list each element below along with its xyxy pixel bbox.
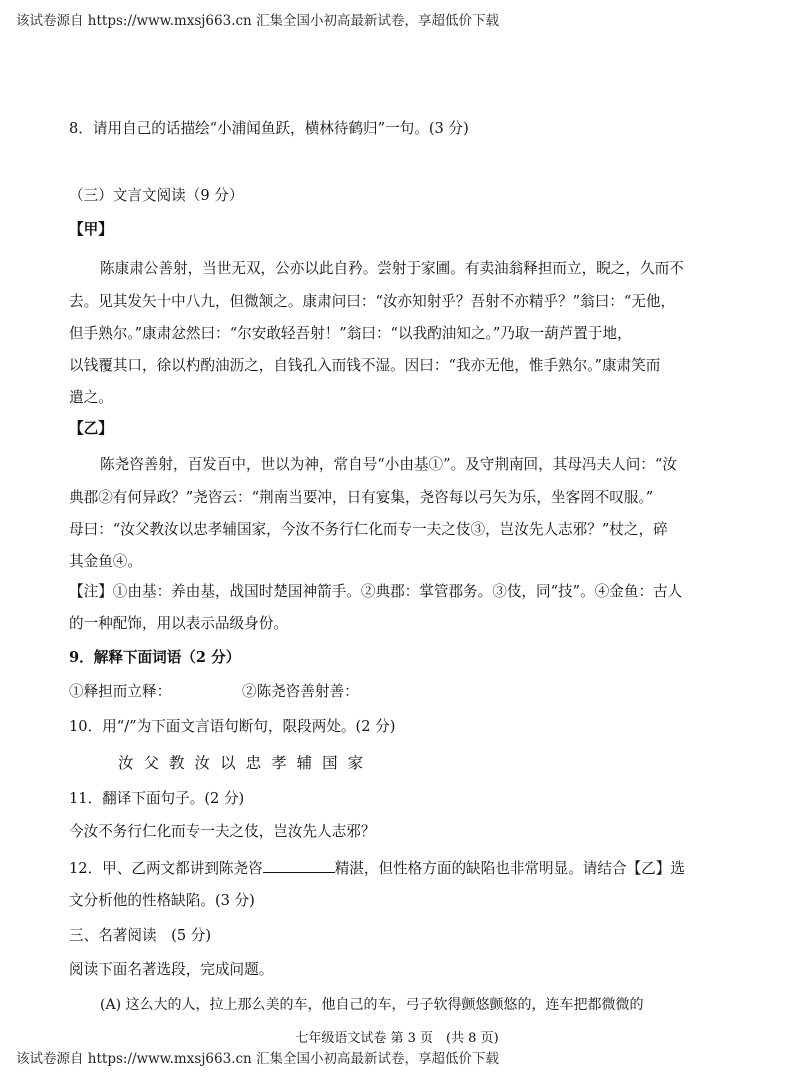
note-line: 【注】①由基：养由基，战国时楚国神箭手。②典郡：掌管郡务。③伎，同“技”。④金鱼：古人 — [69, 583, 683, 600]
answer-blank[interactable] — [263, 858, 335, 873]
passage-a-line: (A) 这么大的人，拉上那么美的车，他自己的车，弓子软得颤悠颤悠的，连车把都微微的 — [100, 997, 644, 1013]
jia-line: 但手熟尔。”康肃忿然曰：“尔安敢轻吾射！”翁曰：“以我酌油知之。”乃取一葫芦置于地， — [69, 325, 632, 342]
note-line: 的一种配饰，用以表示品级身份。 — [69, 615, 288, 632]
yi-line: 其金鱼④。 — [69, 553, 142, 570]
watermark-top: 该试卷源自 https://www.mxsj663.cn 汇集全国小初高最新试卷，享超低价下载 — [16, 13, 500, 29]
question-11-text: 今汝不务行仁化而专一夫之伎，岂汝先人志邪？ — [69, 823, 376, 840]
question-8: 8．请用自己的话描绘“小浦闻鱼跃，横林待鹤归”一句。(3 分) — [69, 120, 469, 137]
sentence-char: 以 — [220, 754, 236, 772]
yi-line: 典郡②有何异政？”尧咨云：“荆南当要冲，日有宴集，尧咨每以弓矢为乐，坐客罔不叹服。” — [69, 489, 654, 506]
sentence-char: 家 — [347, 754, 364, 772]
mingzhu-intro: 阅读下面名著选段，完成问题。 — [69, 961, 274, 978]
jia-line: 去。见其发矢十中八九，但微颔之。康肃问曰：“汝亦知射乎？吾射不亦精乎？”翁曰：“无他， — [69, 293, 676, 310]
watermark-bottom: 该试卷源自 https://www.mxsj663.cn 汇集全国小初高最新试卷，享超低价下载 — [16, 1051, 500, 1067]
sentence-char: 孝 — [271, 754, 287, 772]
jia-line: 以钱覆其口，徐以杓酌油沥之，自钱孔入而钱不湿。因曰：“我亦无他，惟手熟尔。”康肃笑而 — [69, 357, 661, 374]
question-9: 9．解释下面词语（2 分） — [69, 649, 241, 666]
question-12-text-b: 精湛，但性格方面的缺陷也非常明显。请结合【乙】选 — [334, 860, 685, 877]
sentence-char: 教 — [169, 754, 185, 772]
sentence-char: 汝 — [118, 754, 134, 772]
section-mingzhu-title: 三、名著阅读 (5 分) — [69, 927, 212, 944]
sentence-char: 汝 — [194, 754, 211, 772]
jia-line: 遣之。 — [69, 389, 113, 406]
question-10: 10．用“/”为下面文言语句断句，限段两处。(2 分) — [69, 718, 396, 735]
question-9-item-b: ②陈尧咨善射善： — [242, 683, 359, 700]
jia-line: 陈康肃公善射，当世无双，公亦以此自矜。尝射于家圃。有卖油翁释担而立，睨之，久而不 — [100, 260, 684, 277]
sentence-char: 忠 — [245, 754, 262, 772]
question-12-text-a: 12．甲、乙两文都讲到陈尧咨 — [69, 860, 263, 877]
question-12 — [69, 858, 685, 879]
sentence-char: 辅 — [296, 754, 313, 772]
question-12-line-2: 文分析他的性格缺陷。(3 分) — [69, 892, 255, 909]
yi-line: 母曰：“汝父教汝以忠孝辅国家，今汝不务行仁化而专一夫之伎③，岂汝先人志邪？”杖之，碎 — [69, 521, 668, 538]
question-9-item-a: ①释担而立释： — [69, 683, 172, 700]
yi-label: 【乙】 — [69, 420, 113, 437]
section-3-title: （三）文言文阅读（9 分） — [69, 187, 244, 204]
page-footer: 七年级语文试卷 第 3 页 (共 8 页) — [295, 1031, 499, 1046]
question-11: 11．翻译下面句子。(2 分) — [69, 790, 245, 807]
question-10-sentence — [118, 753, 373, 773]
sentence-char: 父 — [143, 754, 160, 772]
yi-line: 陈尧咨善射，百发百中，世以为神，常自号“小由基①”。及守荆南回，其母冯夫人问：“汝 — [100, 456, 677, 473]
sentence-char: 国 — [322, 754, 338, 772]
jia-label: 【甲】 — [69, 221, 113, 238]
